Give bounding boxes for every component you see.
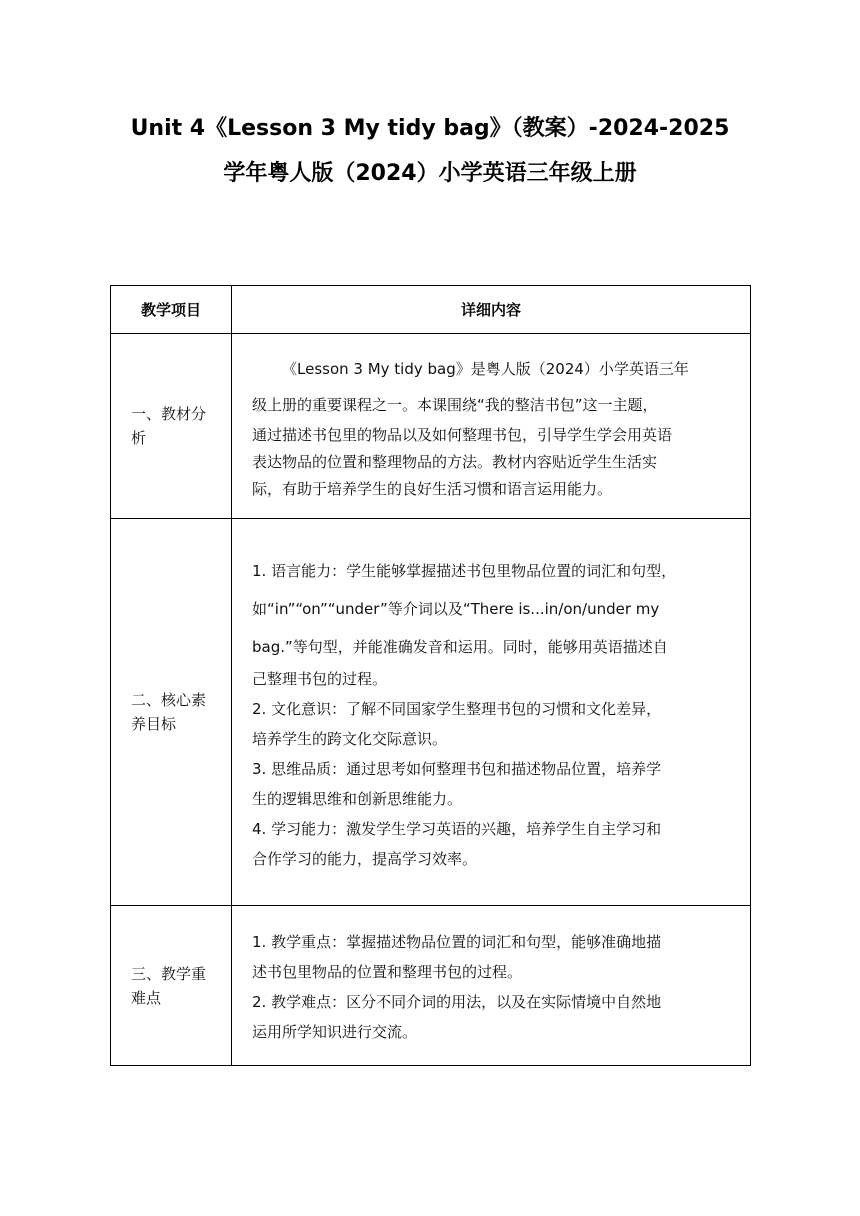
content-line: 1. 教学重点：掌握描述物品位置的词汇和句型，能够准确地描 (252, 932, 662, 951)
content-line: 述书包里物品的位置和整理书包的过程。 (252, 962, 523, 981)
row-label-textbook-analysis: 一、教材分析 (111, 334, 232, 519)
header-teaching-item: 教学项目 (111, 286, 232, 334)
table-header-row (111, 286, 751, 334)
content-line: 《Lesson 3 My tidy bag》是粤人版（2024）小学英语三年 (282, 359, 689, 378)
table-row-textbook-analysis (111, 334, 751, 519)
row-content-textbook-analysis (232, 334, 751, 519)
table-row-core-literacy-goals (111, 519, 751, 906)
content-line: 培养学生的跨文化交际意识。 (252, 729, 448, 748)
content-line: 己整理书包的过程。 (252, 669, 388, 688)
content-line: 合作学习的能力，提高学习效率。 (252, 849, 478, 868)
content-line: 表达物品的位置和整理物品的方法。教材内容贴近学生生活实 (252, 452, 658, 471)
row-label-key-difficult-points: 三、教学重难点 (111, 906, 232, 1066)
content-line: 2. 教学难点：区分不同介词的用法，以及在实际情境中自然地 (252, 992, 662, 1011)
content-line: 通过描述书包里的物品以及如何整理书包，引导学生学会用英语 (252, 425, 673, 444)
table-row-key-difficult-points (111, 906, 751, 1066)
content-line: 级上册的重要课程之一。本课围绕“我的整洁书包”这一主题， (252, 395, 658, 414)
content-line: 生的逻辑思维和创新思维能力。 (252, 789, 463, 808)
content-line: 4. 学习能力：激发学生学习英语的兴趣，培养学生自主学习和 (252, 819, 662, 838)
content-line: 2. 文化意识：了解不同国家学生整理书包的习惯和文化差异， (252, 699, 662, 718)
content-line: 1. 语言能力：学生能够掌握描述书包里物品位置的词汇和句型， (252, 561, 677, 580)
content-line: 运用所学知识进行交流。 (252, 1022, 418, 1041)
content-line: bag.”等句型，并能准确发音和运用。同时，能够用英语描述自 (252, 637, 668, 656)
lesson-plan-table (110, 285, 751, 1066)
header-detailed-content: 详细内容 (232, 286, 751, 334)
row-content-key-difficult-points (232, 906, 751, 1066)
row-content-core-literacy-goals (232, 519, 751, 906)
content-line: 3. 思维品质：通过思考如何整理书包和描述物品位置，培养学 (252, 759, 662, 778)
content-line: 际，有助于培养学生的良好生活习惯和语言运用能力。 (252, 479, 613, 498)
row-label-core-literacy-goals: 二、核心素养目标 (111, 519, 232, 906)
content-line: 如“in”“on”“under”等介词以及“There is...in/on/under my (252, 599, 660, 618)
document-title-line-2: 学年粤人版（2024）小学英语三年级上册 (223, 161, 637, 186)
document-title-line-1: Unit 4《Lesson 3 My tidy bag》（教案）-2024-2025 (130, 116, 730, 141)
